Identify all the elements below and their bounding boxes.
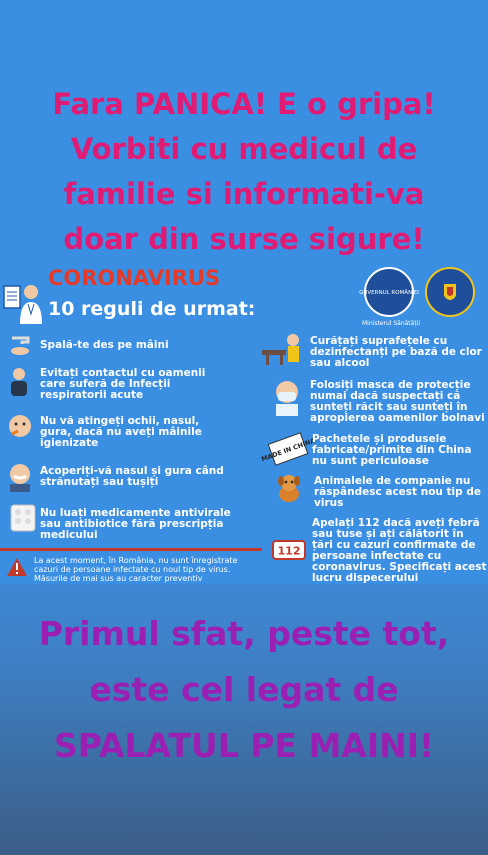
cleaning-surface-icon [262, 332, 302, 366]
footer-line-2: este cel legat de [89, 670, 399, 709]
government-seal-icon [359, 266, 419, 318]
footer-line-1: Primul sfat, peste tot, [38, 614, 450, 653]
headline-line-3: familie si informati-va [63, 177, 425, 211]
rule-8: Pachetele și produsele fabricate/primite din China nu sunt periculoase [312, 433, 472, 467]
seal-label: Ministerul Sănătății [362, 320, 421, 327]
warning-line-3: Măsurile de mai sus au caracter preventiv [34, 574, 203, 583]
coronavirus-rules-poster [0, 266, 488, 584]
rule-3: Nu vă atingeți ochii, nasul, gura, dacă nu aveți mâinile igienizate [40, 415, 202, 449]
rule-10: Apelați 112 dacă aveți febră sau tuse și ați călătorit în țări cu cazuri confirmate de persoane infectate cu coronavirus. Specificați acest lucru dispecerului [312, 517, 487, 584]
doctor-clipboard-icon [2, 280, 42, 324]
face-mask-icon [270, 378, 304, 416]
rule-2: Evitați contactul cu oamenii care suferă de Infecții respiratorii acute [40, 367, 206, 401]
rule-6: Curățați suprafețele cu dezinfectanți pe bază de clor sau alcool [310, 335, 482, 369]
pills-icon [10, 504, 36, 532]
sneezing-person-icon [6, 462, 34, 492]
rule-9: Animalele de companie nu răspândesc acest nou tip de virus [314, 475, 481, 509]
headline-line-2: Vorbiti cu medicul de [70, 132, 418, 166]
ministry-crest-icon [424, 266, 476, 318]
package-label-icon [260, 432, 317, 466]
headline [0, 82, 488, 262]
warning-text [34, 556, 284, 583]
poster-subtitle: 10 reguli de urmat: [48, 298, 256, 320]
footer-message [0, 606, 488, 774]
headline-line-4: doar din surse sigure! [63, 222, 425, 256]
warning-line-2: cazuri de persoane infectate cu noul tip de virus. [34, 565, 231, 574]
hand-washing-icon [8, 334, 34, 356]
poster-title: CORONAVIRUS [48, 266, 221, 290]
divider-line [0, 548, 262, 551]
emergency-number: 112 [277, 544, 301, 558]
rule-4: Acoperiți-vă nasul și gura când strănutați sau tușiți [40, 465, 224, 488]
seal-text: GUVERNUL ROMÂNIEI [359, 290, 419, 296]
rule-1: Spală-te des pe mâini [40, 339, 169, 351]
warning-line-1: La acest moment, în România, nu sunt înregistrate [34, 556, 238, 565]
footer-line-3: SPALATUL PE MAINI! [53, 726, 435, 765]
person-avoid-icon [6, 366, 32, 396]
headline-line-1: Fara PANICA! E o gripa! [52, 87, 436, 121]
rule-5: Nu luați medicamente antivirale sau antibiotice fără prescripția medicului [40, 507, 231, 541]
package-label-text: MADE IN CHINA [260, 436, 317, 464]
rule-7: Folosiți masca de protecție numai dacă suspectați că sunteți răcit sau sunteți în apropierea oamenilor bolnavi [310, 379, 485, 424]
warning-icon [6, 557, 28, 577]
touching-face-icon [6, 412, 34, 442]
pet-dog-icon [274, 472, 304, 504]
